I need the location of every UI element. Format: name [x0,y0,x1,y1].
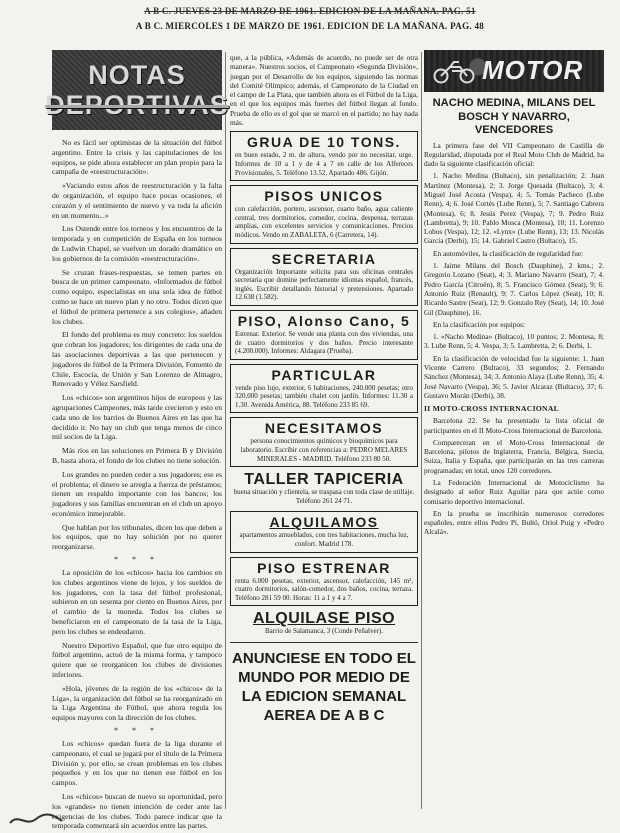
article-paragraph: La oposición de los «chicos» hacia los cambios en los clubes argentinos viene de lejos, y los sueldos de los jugadores, con la tasa del fútbol profesional, subieron en un sesenta por ciento en Buenos Aires, por el cambio de la moneda. Todos los clubes se beneficiaron en el campeonato de la tasa de la Liga, pero los clubes se endeudaron. [52,568,222,636]
motorcycle-icon [432,58,476,84]
article-paragraph: Los grandes no pueden ceder a sus jugadores; ese es el problema; el dinero se arregla a fuerza de préstamos; tienen un respaldo importante con los bancos; los jugadores y sus familias encuentran en el club un apoyo económico inmejorable. [52,469,222,518]
ad-necesitamos [230,417,418,467]
ad-title: PISOS UNICOS [264,188,384,205]
article-paragraph: En automóviles, la clasificación de regularidad fue: [433,248,584,258]
article-continuation: que, a la pública, «Además de acuerdo, no puede ser de otra manera». Nuestros socios, el Campeonato «Segunda División», juegan por el Desarrollo de los equipos, siguiendo las normas del Comité Olímpico; además, el Campeonato de la Ciudad en el campo de La Plata, que también ahora es el Fútbol de la Liga, en el que los equipos más fuertes del fútbol llegan al fondo. Prueba de ello es el gol que se marcó en el partido; no hay nada más. [230,53,418,128]
article-paragraph: 1. Nacho Medina (Bultaco), sin penalización; 2. Juan Martínez (Montesa), 2; 3. Jorge Quesada (Bultaco), 3; 4. Miguel José Acosta (Vespa), 4; 5. Tomás Pacheco (Lube Renn), 4; 6. José Cortés (Lube Renn), 5; 7. Santiago Cabrera (Montesa), 6; 8. Jesús Perez (Vespa), 7; 9. Pedro Ruiz (Lambretta), 9; 10. Pablo Mosca (Montesa), 10; 11. Lorenzo Lobos (Vespa), 12; 12. «Lynx» (Lube Renn), 13; 13. Nicolás García (Derbi), 15; 14. Gabriel Castro (Bultaco), 15. [424,171,604,246]
ad-particular [230,364,418,414]
ad-title: ALQUILASE PISO [252,610,396,628]
ad-piso-alonso-cano [230,310,418,360]
ad-title: ALQUILAMOS [269,514,379,531]
divider [230,642,418,643]
ad-alquilase-piso [230,610,418,638]
notas-title-line-2: DEPORTIVAS [45,90,229,120]
article-paragraph: Compareceran en el Moto-Cross Internacional de Barcelona, pilotos de Inglaterra, Francia, Bélgica, Suecia, Suiza, Italia y España, que participarán en las tres carreras programadas; en total, unos 120 corredores. [424,437,604,475]
article-paragraph: El fondo del problema es muy concreto: los sueldos que cobran los jugadores; los dirigentes de cada una de las asociaciones deportivas a las que pertenecen y jugadores de fútbol de la Primera División, Fomento de Chile, Escocia, de Unión y San Lorenzo de Almagro, Renovado y Vélez Sarsfield. [52,330,222,389]
article-paragraph: 1. «Nacho Medina» (Bultaco), 10 puntos; 2. Montesa, 8; 3. Lube Renn, 5; 4. Vespa, 3; 5. Lambretta, 2; 6. Derbi, 1. [424,332,604,351]
ad-body: renta 6.000 pesetas, exterior, ascensor, calefacción, 145 m², cuatro dormitorios, salón-comedor, dos baños, cocina, terraza. Teléfono 281 59 00. Horas: 11 a 1 y 4 a 7. [235,576,413,602]
notas-deportivas-column [45,50,229,831]
ad-title: TALLER TAPICERIA [244,471,404,489]
header-line-2: A B C. MIERCOLES 1 DE MARZO DE 1961. EDICION DE LA MAÑANA. PAG. 48 [135,21,485,31]
page-header [0,0,620,46]
ad-title: SECRETARIA [271,250,377,267]
article-paragraph: Los «chicos» son argentinos hijos de europeos y las agrupaciones Campeones, más tarde crecieron y esto en cada uno de los barrios de Buenos Aires en las que ha decidido ir. No hay un club que tenga menos de cinco mil socios de la Liga. [52,393,222,442]
article-paragraph: No es fácil ser optimistas de la situación del fútbol argentino. Entre la crisis y las capitulaciones de los equipos, se pide ahora establecer un plan propio para la campaña de «reestructuración». [52,138,222,177]
ad-taller-tapiceria [230,471,418,507]
motor-title: MOTOR [482,55,584,85]
article-paragraph: Más ríos en las soluciones en Primera B y División B, hasta ahora, el fondo de los clubes no tiene solución. [52,446,222,465]
ad-title: PISO ESTRENAR [257,559,391,576]
ad-body: vende piso lujo, exterior, 6 habitaciones, 240.000 pesetas; otro 320.000 pesetas; también chalet con jardín. Informes: 11.30 a 1.30. Avenida América, 88. Teléfono 233 85 69. [235,383,413,409]
section-heading: II MOTO-CROSS INTERNACIONAL [424,404,559,414]
article-paragraph: La Federación Internacional de Motociclismo ha designado al señor Ruiz Aguilar para que actúe como comisario deportivo internacional. [424,478,604,506]
ad-body: Estrenar. Exterior. Se vende una planta con dos viviendas, una de cuatro dormitorios y dos baños. Precio interesante (4.200.000). Informes: Aldagara (Prueba). [235,329,413,356]
motor-column [424,50,604,813]
article-paragraph: «Vaciando estos años de reestructuración y la falta de organización, el equipo hace pocas ocasiones, el corazón y el sentimiento de nuevo y va toda la afición en un momento...» [52,181,222,220]
column-divider [421,52,422,809]
article-paragraph: Los «chicos» quedan fuera de la liga durante el campeonato, el cual se jugará por el título de la Primera División y, por ello, se crean problemas en los clubes pequeños y en los que no tienen ese fútbol en los campos. [52,739,222,788]
ad-body: en buen estado, 2 m. de altura, vendo por no necesitar, urge. Informes de 10 a 1 y de 4 a 7 en calle de los Alfereces Provisionales, 5. Teléfono 13.52. Apartado 486. Gijón. [235,151,413,177]
ad-body: Organización Importante solicita para sus oficinas centrales secretaria que domine perfectamente idiomas español, francés, inglés. Escribir detallando historial y pretensiones. Apartado 12.638 (1.582). [235,267,413,302]
article-paragraph: En la clasificación por equipos: [433,319,525,329]
article-paragraph: En la clasificación de velocidad fue la siguiente: 1. Juan Vicente Carrero (Bultaco), 33 segundos; 2. Fernando Sánchez (Montesa), 34; 3. Antonio Alaya (Lube Renn), 35; 4. José Navarro (Vespa), 36; 5. Javier Alcaraz (Bultaco), 37; 6. Gustavo Morán (Derbi), 38. [424,353,604,400]
ad-title: GRUA DE 10 TONS. [247,134,401,151]
ad-grua [230,131,418,181]
article-paragraph: Que hablan por los tribunales, dicen los que deben a los equipos, que no hay solución por no querer reorganizarse. [52,522,222,552]
ad-alquilamos [230,511,418,552]
notas-deportivas-heading [45,50,229,130]
notas-title-line-1: NOTAS [88,60,186,90]
article-paragraph: Los Ostende entre los torneos y los encuentros de la temporada y en competición de España en los torneos de Ludwin Chapel, se vuelven un dorado dramático en los gobiernos de la comisión «reestructuración». [52,224,222,263]
ad-body: persona conocimientos químicos y bioquímicos para laboratorio. Escribir con referencias a: PEDRO MELARES MINERALES - MADRID. Teléfono 233 80 50. [240,437,408,463]
ad-body: Barrio de Salamanca, 3 (Conde Peñalver). [265,627,383,636]
article-paragraph: En la prueba se inscribirán numerosos corredores españoles, entre ellos Pedro Pi, Bultó, Oriol Puig y «Pedro Alcalá». [424,508,604,537]
section-separator: * * * [114,726,160,736]
article-paragraph: La primera fase del VII Campeonato de Castilla de Regularidad, disputada por el Real Moto Club de Madrid, ha dado la siguiente clasificación oficial: [424,140,604,169]
motor-headline: NACHO MEDINA, MILANS DEL BOSCH Y NAVARRO, VENCEDORES [432,97,596,136]
motor-heading [424,50,604,92]
article-paragraph: Se cruzan frases-respuestas, se temen partes en busca de un primer campeonato. «Informados de fútbol como equipo, especialistas en una sola idea de fútbol como se hace un nuevo plan y no otro. Todos dicen que el fútbol de primera pertenece a sus colegios», añaden los clubes. [52,267,222,326]
ad-pisos-unicos [230,185,418,243]
ad-secretaria [230,248,418,306]
ad-body: buena situación y clientela, se traspasa con toda clase de utillaje. Teléfono 261 24 71. [233,488,415,505]
ad-title: PARTICULAR [271,366,377,383]
abc-aerea-promo: ANUNCIESE EN TODO EL MUNDO POR MEDIO DE LA EDICION SEMANAL AEREA DE A B C [232,650,416,724]
ad-title: NECESITAMOS [264,420,384,437]
classified-ads-column [230,50,418,813]
article-paragraph: «Hola, jóvenes de la región de los «chicos» de la Liga», la organización del fútbol se ha reorganizado en la Liga Argentina de Fútbol, que ahora regula los equipos mayores con la dirección de los clubes. [52,683,222,723]
ink-mark-decoration [6,809,66,829]
header-line-1: A B C. JUEVES 23 DE MARZO DE 1961. EDICION DE LA MAÑANA. PAG. 51 [144,6,476,16]
article-paragraph: Nuestro Deportivo Español, que fue otro equipo de fútbol argentino, actuó de la misma forma, y tampoco quiere que se reorganicen los clubes de divisiones inferiores. [52,640,222,680]
article-paragraph: 1. Jaime Milans del Bosch (Dauphine), 2 kms.; 2. Gregorio Lozano (Seat), 4; 3. Mariano Navarro (Seat), 7; 4. Pedro García (Citroën), 8; 5. Francisco Gómez (Seat), 9; 6. Antonio Ruiz (Renault), 9; 7. Carlos López (Seat), 10; 8. Ricardo Sastre (Seat), 12; 9. Gonzalo Rey (Seat), 14; 10. José Gil (Dauphine), 16. [424,261,604,317]
article-paragraph: Barcelona 22. Se ha presentado la lista oficial de participantes en el II Moto-Cross Internacional de Barcelona. [424,416,604,435]
ad-title: PISO, Alonso Cano, 5 [237,312,411,329]
ad-piso-estrenar [230,557,418,607]
ad-body: apartamentos amueblados, con tres habitaciones, mucha luz, confort. Madrid 178. [239,531,409,549]
section-separator: * * * [114,555,160,565]
ad-body: con calefacción, portero, ascensor, cuarto baño, agua caliente central, tres dormitorios, comedor, cocina, despensa, terrazas amplias, con excelentes servicios y comunicaciones. Precios módicos. Vendo en ZABALETA, 6 (Carretera, 14). [235,205,413,239]
article-paragraph: Los «chicos» buscan de nuevo su oportunidad, pero los «grandes» no tienen intención de ceder ante las exigencias de los clubes. Todo parece indicar que la temporada comenzará sin acuerdos entre las partes. [52,792,222,831]
column-divider [225,52,226,809]
